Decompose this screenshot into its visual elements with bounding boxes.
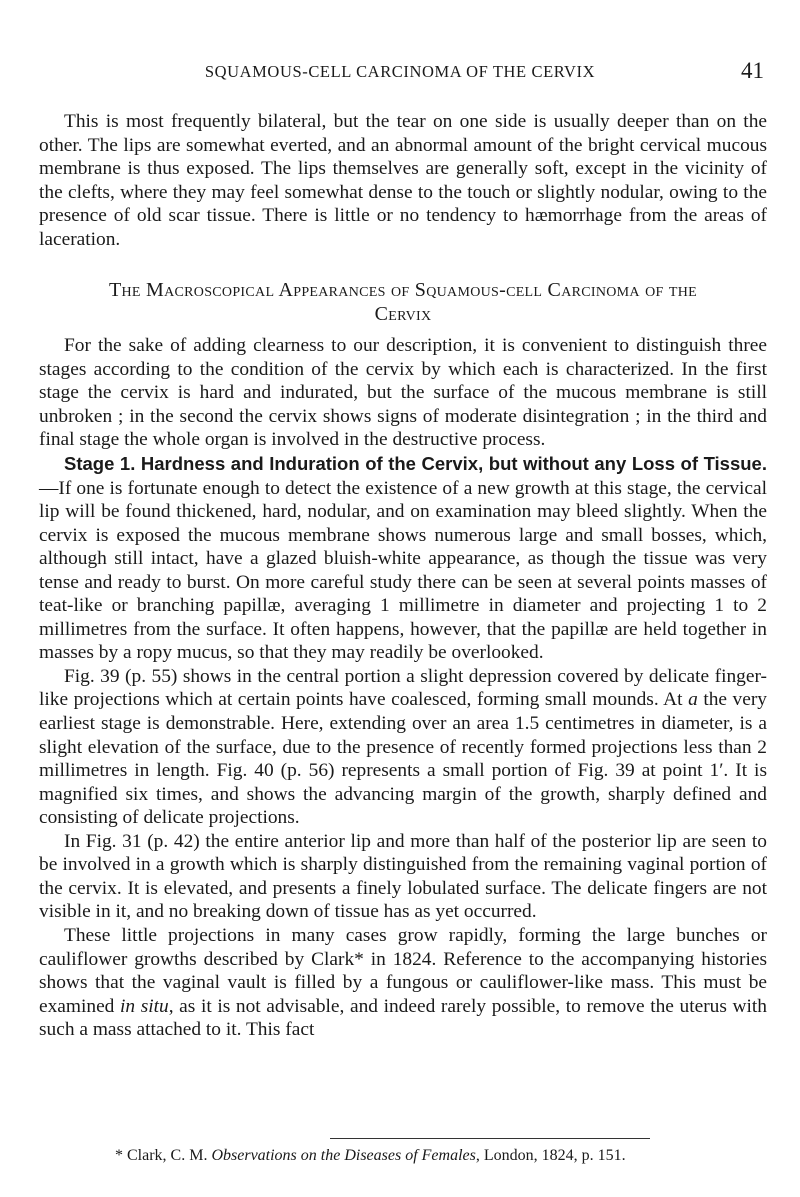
paragraph-6 (39, 924, 767, 1042)
page-number: 41 (741, 58, 764, 83)
section-heading (39, 278, 767, 326)
paragraph-1: This is most frequently bilateral, but the tear on one side is usually deeper than on the other. The lips are somewhat everted, and an abnormal amount of the bright cervical mucous membrane is thus exposed. The lips themselves are generally soft, except in the vicinity of the clefts, where they may feel somewhat dense to the touch or slightly nodular, owing to the presence of old scar tissue. There is little or no tendency to hæmorrhage from the areas of laceration. (39, 111, 767, 250)
section-heading-line-1: The Macroscopical Appearances of Squamous-cell Carcinoma of the (108, 279, 698, 302)
stage-1-title: Stage 1. Hardness and Induration of the Cervix, but without any Loss of Tissue. (64, 453, 767, 475)
running-head (0, 58, 800, 88)
footnote-author: * Clark, C. M. (115, 1147, 212, 1164)
paragraph-6-italic: in situ (120, 995, 169, 1017)
footnote-rest: , London, 1824, p. 151. (475, 1147, 626, 1164)
paragraph-2: For the sake of adding clearness to our description, it is convenient to distinguish three stages according to the condition of the cervix by which each is characterized. In the first stage the cervix is hard and indurated, but the surface of the mucous membrane is still unbroken ; in the second the cervix shows signs of moderate disintegration ; in the third and final stage the whole organ is involved in the destructive process. (39, 335, 767, 451)
paragraph-6-text-a: These little projections in many cases grow rapidly, forming the large bunches or cauliflower growths described by Clark* in 1824. Reference to the accompanying histories shows that the vaginal vault is filled by a fungous or cauliflower-like mass. This must be examined (39, 924, 767, 1017)
section-heading-line-2: Cervix (374, 303, 432, 326)
running-title: SQUAMOUS-CELL CARCINOMA OF THE CERVIX (204, 62, 596, 81)
footnote (115, 1146, 795, 1166)
paragraph-3-text: —If one is fortunate enough to detect the existence of a new growth at this stage, the cervical lip will be found thickened, hard, nodular, and on examination may bleed slightly. When the cervix is exposed the mucous membrane shows numerous large and small bosses, which, although still intact, have a glazed bluish-white appearance, as though the tissue was very tense and ready to burst. On more careful study there can be seen at several points masses of teat-like or branching papillæ, averaging 1 millimetre in diameter and projecting 1 to 2 millimetres from the surface. It often happens, however, that the papillæ are held together in masses by a ropy mucus, so that they may readily be overlooked. (39, 477, 767, 664)
paragraph-6-text-b: , as it is not advisable, and indeed rarely possible, to remove the uterus with such a mass attached to it. This fact (39, 995, 767, 1041)
paragraph-4-italic: a (688, 689, 698, 711)
paragraph-3 (39, 452, 767, 665)
paragraph-4-text-a: Fig. 39 (p. 55) shows in the central portion a slight depression covered by delicate finger-like projections which at certain points have coalesced, forming small mounds. At (39, 665, 767, 711)
footnote-rule (330, 1138, 650, 1139)
paragraph-4-text-b: the very earliest stage is demonstrable. Here, extending over an area 1.5 centimetres in diameter, is a slight elevation of the surface, due to the presence of recently formed projections less than 2 millimetres in length. Fig. 40 (p. 56) represents a small portion of Fig. 39 at point 1′. It is magnified six times, and shows the advancing margin of the growth, sharply defined and consisting of delicate projections. (39, 689, 767, 829)
paragraph-4 (39, 665, 767, 830)
body-text (39, 110, 767, 1042)
footnote-title: Observations on the Diseases of Females (211, 1147, 476, 1164)
paragraph-5: In Fig. 31 (p. 42) the entire anterior lip and more than half of the posterior lip are seen to be involved in a growth which is sharply distinguished from the remaining vaginal portion of the cervix. It is elevated, and presents a finely lobulated surface. The delicate fingers are not visible in it, and no breaking down of tissue has as yet occurred. (39, 830, 767, 923)
